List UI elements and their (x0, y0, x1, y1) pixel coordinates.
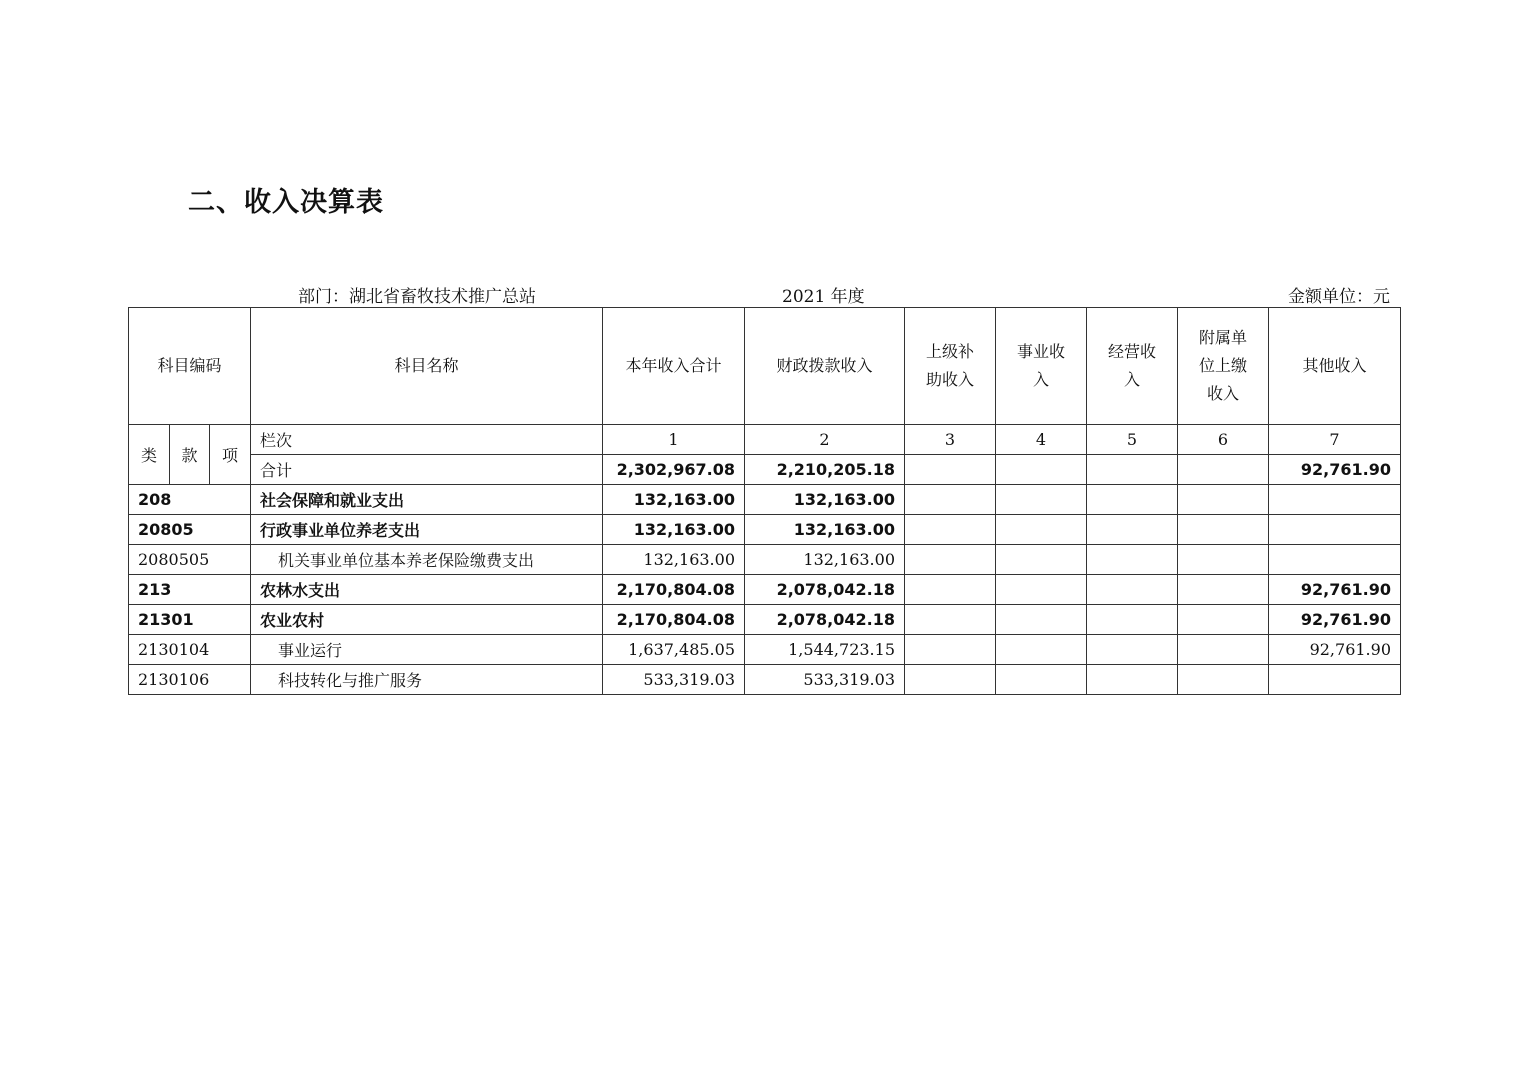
empty-cell (1178, 515, 1269, 545)
column-number: 4 (996, 425, 1087, 455)
empty-cell (996, 605, 1087, 635)
empty-cell (996, 635, 1087, 665)
row-total: 1,637,485.05 (603, 635, 745, 665)
income-final-accounts-table (128, 307, 1401, 695)
row-name: 社会保障和就业支出 (251, 485, 603, 515)
row-name: 农业农村 (251, 605, 603, 635)
header-superior-line: 上级补 (925, 342, 974, 361)
total-fiscal: 2,210,205.18 (745, 455, 905, 485)
empty-cell (1178, 455, 1269, 485)
unit-label: 金额单位：元 (1288, 287, 1390, 307)
header-kuan: 款 (170, 425, 210, 485)
row-code: 21301 (129, 605, 251, 635)
column-number: 7 (1269, 425, 1401, 455)
empty-cell (1087, 545, 1178, 575)
row-fiscal: 2,078,042.18 (745, 605, 905, 635)
empty-cell (1178, 635, 1269, 665)
row-name: 科技转化与推广服务 (251, 665, 603, 695)
row-fiscal: 132,163.00 (745, 545, 905, 575)
empty-cell (996, 455, 1087, 485)
row-fiscal: 2,078,042.18 (745, 575, 905, 605)
row-total: 132,163.00 (603, 545, 745, 575)
header-superior-line: 助收入 (925, 370, 974, 389)
row-fiscal: 533,319.03 (745, 665, 905, 695)
empty-cell (996, 515, 1087, 545)
empty-cell (996, 665, 1087, 695)
empty-cell (905, 635, 996, 665)
table-row (129, 665, 1401, 695)
column-number: 6 (1178, 425, 1269, 455)
header-operating (1087, 308, 1178, 425)
row-other: 92,761.90 (1269, 575, 1401, 605)
empty-cell (1178, 605, 1269, 635)
empty-cell (1087, 665, 1178, 695)
table-row (129, 575, 1401, 605)
row-other: 92,761.90 (1269, 635, 1401, 665)
header-code: 科目编码 (129, 308, 251, 425)
empty-cell (1087, 455, 1178, 485)
header-affiliated (1178, 308, 1269, 425)
empty-cell (1178, 665, 1269, 695)
row-name: 行政事业单位养老支出 (251, 515, 603, 545)
row-fiscal: 1,544,723.15 (745, 635, 905, 665)
header-name: 科目名称 (251, 308, 603, 425)
empty-cell (905, 455, 996, 485)
row-code: 2080505 (129, 545, 251, 575)
total-row (129, 455, 1401, 485)
header-business (996, 308, 1087, 425)
header-business-line: 事业收 (1016, 342, 1065, 361)
row-other (1269, 485, 1401, 515)
row-code: 2130104 (129, 635, 251, 665)
empty-cell (996, 545, 1087, 575)
header-affiliated-line: 收入 (1206, 384, 1239, 403)
total-label: 合计 (251, 455, 603, 485)
empty-cell (905, 515, 996, 545)
table-header-row (129, 308, 1401, 425)
header-business-line: 入 (1032, 370, 1049, 389)
row-name: 事业运行 (251, 635, 603, 665)
column-number: 3 (905, 425, 996, 455)
row-fiscal: 132,163.00 (745, 485, 905, 515)
total-amount: 2,302,967.08 (603, 455, 745, 485)
empty-cell (905, 665, 996, 695)
empty-cell (905, 575, 996, 605)
row-total: 2,170,804.08 (603, 575, 745, 605)
table-row (129, 515, 1401, 545)
empty-cell (1087, 515, 1178, 545)
header-affiliated-line: 位上缴 (1198, 356, 1247, 375)
row-code: 20805 (129, 515, 251, 545)
row-other (1269, 665, 1401, 695)
department-label: 部门：湖北省畜牧技术推广总站 (298, 287, 536, 307)
header-xiang: 项 (210, 425, 251, 485)
header-superior (905, 308, 996, 425)
table-row (129, 485, 1401, 515)
year-label: 2021 年度 (782, 287, 865, 307)
empty-cell (1178, 545, 1269, 575)
empty-cell (996, 575, 1087, 605)
column-number: 2 (745, 425, 905, 455)
row-total: 132,163.00 (603, 485, 745, 515)
row-other: 92,761.90 (1269, 605, 1401, 635)
table-row (129, 605, 1401, 635)
header-fiscal: 财政拨款收入 (745, 308, 905, 425)
table-row (129, 635, 1401, 665)
header-affiliated-line: 附属单 (1198, 328, 1247, 347)
row-name: 农林水支出 (251, 575, 603, 605)
empty-cell (905, 485, 996, 515)
column-number-row (129, 425, 1401, 455)
row-code: 208 (129, 485, 251, 515)
empty-cell (1087, 605, 1178, 635)
row-fiscal: 132,163.00 (745, 515, 905, 545)
row-total: 132,163.00 (603, 515, 745, 545)
header-operating-line: 经营收 (1107, 342, 1156, 361)
empty-cell (1087, 575, 1178, 605)
total-other: 92,761.90 (1269, 455, 1401, 485)
empty-cell (1178, 575, 1269, 605)
header-lei: 类 (129, 425, 170, 485)
row-code: 213 (129, 575, 251, 605)
row-other (1269, 545, 1401, 575)
empty-cell (1178, 485, 1269, 515)
column-label: 栏次 (251, 425, 603, 455)
page-title: 二、收入决算表 (188, 187, 384, 218)
empty-cell (1087, 635, 1178, 665)
row-other (1269, 515, 1401, 545)
row-total: 2,170,804.08 (603, 605, 745, 635)
header-total: 本年收入合计 (603, 308, 745, 425)
table-row (129, 545, 1401, 575)
header-operating-line: 入 (1123, 370, 1140, 389)
header-other: 其他收入 (1269, 308, 1401, 425)
row-name: 机关事业单位基本养老保险缴费支出 (251, 545, 603, 575)
column-number: 1 (603, 425, 745, 455)
row-total: 533,319.03 (603, 665, 745, 695)
column-number: 5 (1087, 425, 1178, 455)
row-code: 2130106 (129, 665, 251, 695)
empty-cell (905, 545, 996, 575)
empty-cell (1087, 485, 1178, 515)
empty-cell (996, 485, 1087, 515)
empty-cell (905, 605, 996, 635)
